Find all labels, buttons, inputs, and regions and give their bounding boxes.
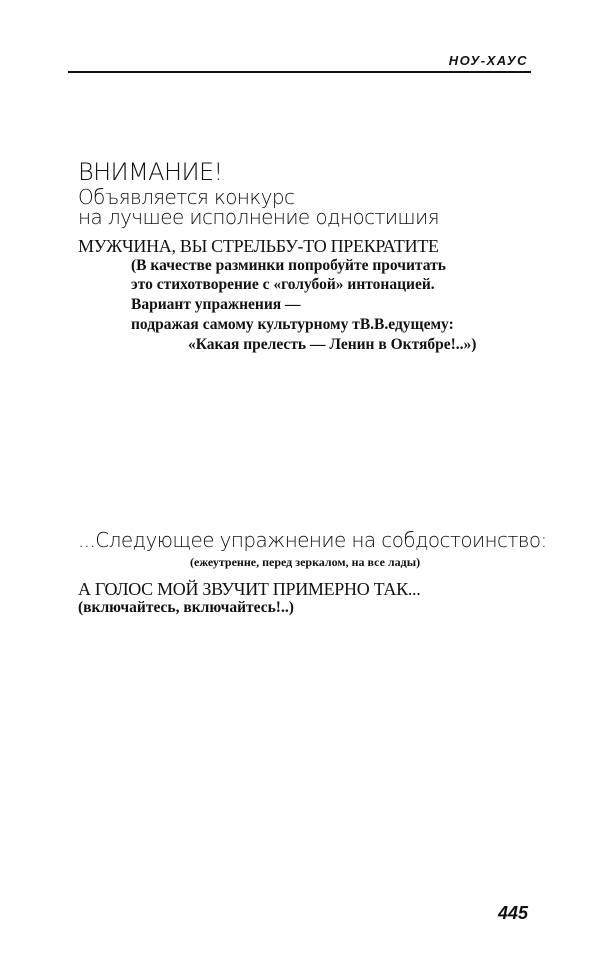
- section1-title: ВНИМАНИЕ!: [78, 158, 223, 186]
- header-rule: [68, 71, 531, 73]
- section1-verse: МУЖЧИНА, ВЫ СТРЕЛЬБУ-ТО ПРЕКРАТИТЕ: [78, 236, 439, 256]
- running-header: НОУ-ХАУС: [448, 53, 528, 68]
- section1-subtitle-line: на лучшее исполнение одностишия: [78, 205, 439, 229]
- section2-verse: А ГОЛОС МОЙ ЗВУЧИТ ПРИМЕРНО ТАК...: [78, 579, 421, 599]
- section1-subtitle-line: Объявляется конкурс: [78, 185, 295, 209]
- section2-note: (ежеутренне, перед зеркалом, на все лады): [190, 555, 421, 569]
- section2-closing: (включайтесь, включайтесь!..): [78, 599, 294, 616]
- section1-note-line: подражая самому культурному тВ.В.едущему:: [131, 316, 454, 333]
- section1-note-line: «Какая прелесть — Ленин в Октябре!..»): [188, 336, 477, 353]
- page-number: 445: [497, 903, 528, 923]
- section2-title: ...Следующее упражнение на собдостоинство:: [78, 528, 547, 552]
- section1-note-line: Вариант упражнения —: [131, 296, 301, 313]
- section1-note-line: это стихотворение с «голубой» интонацией.: [131, 276, 435, 293]
- section1-note-line: (В качестве разминки попробуйте прочитать: [131, 257, 446, 274]
